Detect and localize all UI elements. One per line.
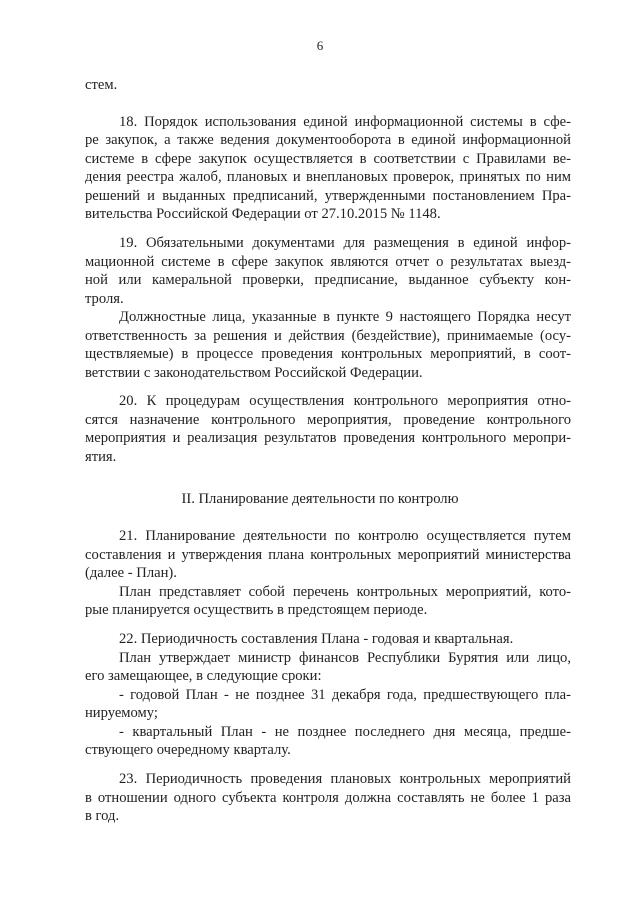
text-line: ной или камеральной проверки, предписание, выданное субъекту кон- xyxy=(85,272,571,288)
text-line: мероприятия и реализация результатов проведения контрольного меропри- xyxy=(85,430,571,446)
section-heading: II. Планирование деятельности по контролю xyxy=(181,491,459,507)
text-line: План утверждает министр финансов Республики Бурятия или лицо, xyxy=(119,650,571,666)
text-line: Должностные лица, указанные в пункте 9 настоящего Порядка несут xyxy=(119,309,571,325)
text-line: ятия. xyxy=(85,449,117,465)
text-line: его замещающее, в следующие сроки: xyxy=(85,668,322,684)
text-line: системе в сфере закупок осуществляется в соответствии с Правилами ве- xyxy=(85,151,571,167)
text-line: ветствии с законодательством Российской Федерации. xyxy=(85,365,423,381)
text-line: 18. Порядок использования единой информационной системы в сфе- xyxy=(119,114,571,130)
text-line: (далее - План). xyxy=(85,565,177,581)
text-line: в отношении одного субъекта контроля должна составлять не более 1 раза xyxy=(85,790,571,806)
text-line: дения реестра жалоб, плановых и внеплановых проверок, принятых по ним xyxy=(85,169,571,185)
text-line: ществляемые) в процессе проведения контрольных мероприятий, в соот- xyxy=(85,346,571,362)
page-number: 6 xyxy=(316,38,324,53)
text-line: 23. Периодичность проведения плановых контрольных мероприятий xyxy=(119,771,571,787)
text-line: 20. К процедурам осуществления контрольного мероприятия отно- xyxy=(119,393,571,409)
text-line: ствующего очередному кварталу. xyxy=(85,742,291,758)
text-line: троля. xyxy=(85,291,124,307)
text-line: вительства Российской Федерации от 27.10.2015 № 1148. xyxy=(85,206,441,222)
text-line: ре закупок, а также ведения документооборота в единой информационной xyxy=(85,132,571,148)
text-line: составления и утверждения плана контрольных мероприятий министерства xyxy=(85,547,571,563)
text-line: нируемому; xyxy=(85,705,158,721)
text-line: - годовой План - не позднее 31 декабря года, предшествующего пла- xyxy=(119,687,571,703)
text-line: сятся назначение контрольного мероприятия, проведение контрольного xyxy=(85,412,571,428)
text-line: ответственность за решения и действия (бездействие), принимаемые (осу- xyxy=(85,328,571,344)
text-line: 21. Планирование деятельности по контролю осуществляется путем xyxy=(119,528,571,544)
text-line: мационной системе в сфере закупок являются отчет о результатах выезд- xyxy=(85,254,571,270)
text-line: - квартальный План - не позднее последнего дня месяца, предше- xyxy=(119,724,571,740)
text-line: 22. Периодичность составления Плана - годовая и квартальная. xyxy=(119,631,514,647)
text-line: План представляет собой перечень контрольных мероприятий, кото- xyxy=(119,584,571,600)
text-line: стем. xyxy=(85,77,118,93)
text-line: рые планируется осуществить в предстоящем периоде. xyxy=(85,602,428,618)
text-line: решений и выданных предписаний, утвержденными постановлением Пра- xyxy=(85,188,571,204)
text-line: 19. Обязательными документами для размещения в единой инфор- xyxy=(119,235,571,251)
text-line: в год. xyxy=(85,808,120,824)
